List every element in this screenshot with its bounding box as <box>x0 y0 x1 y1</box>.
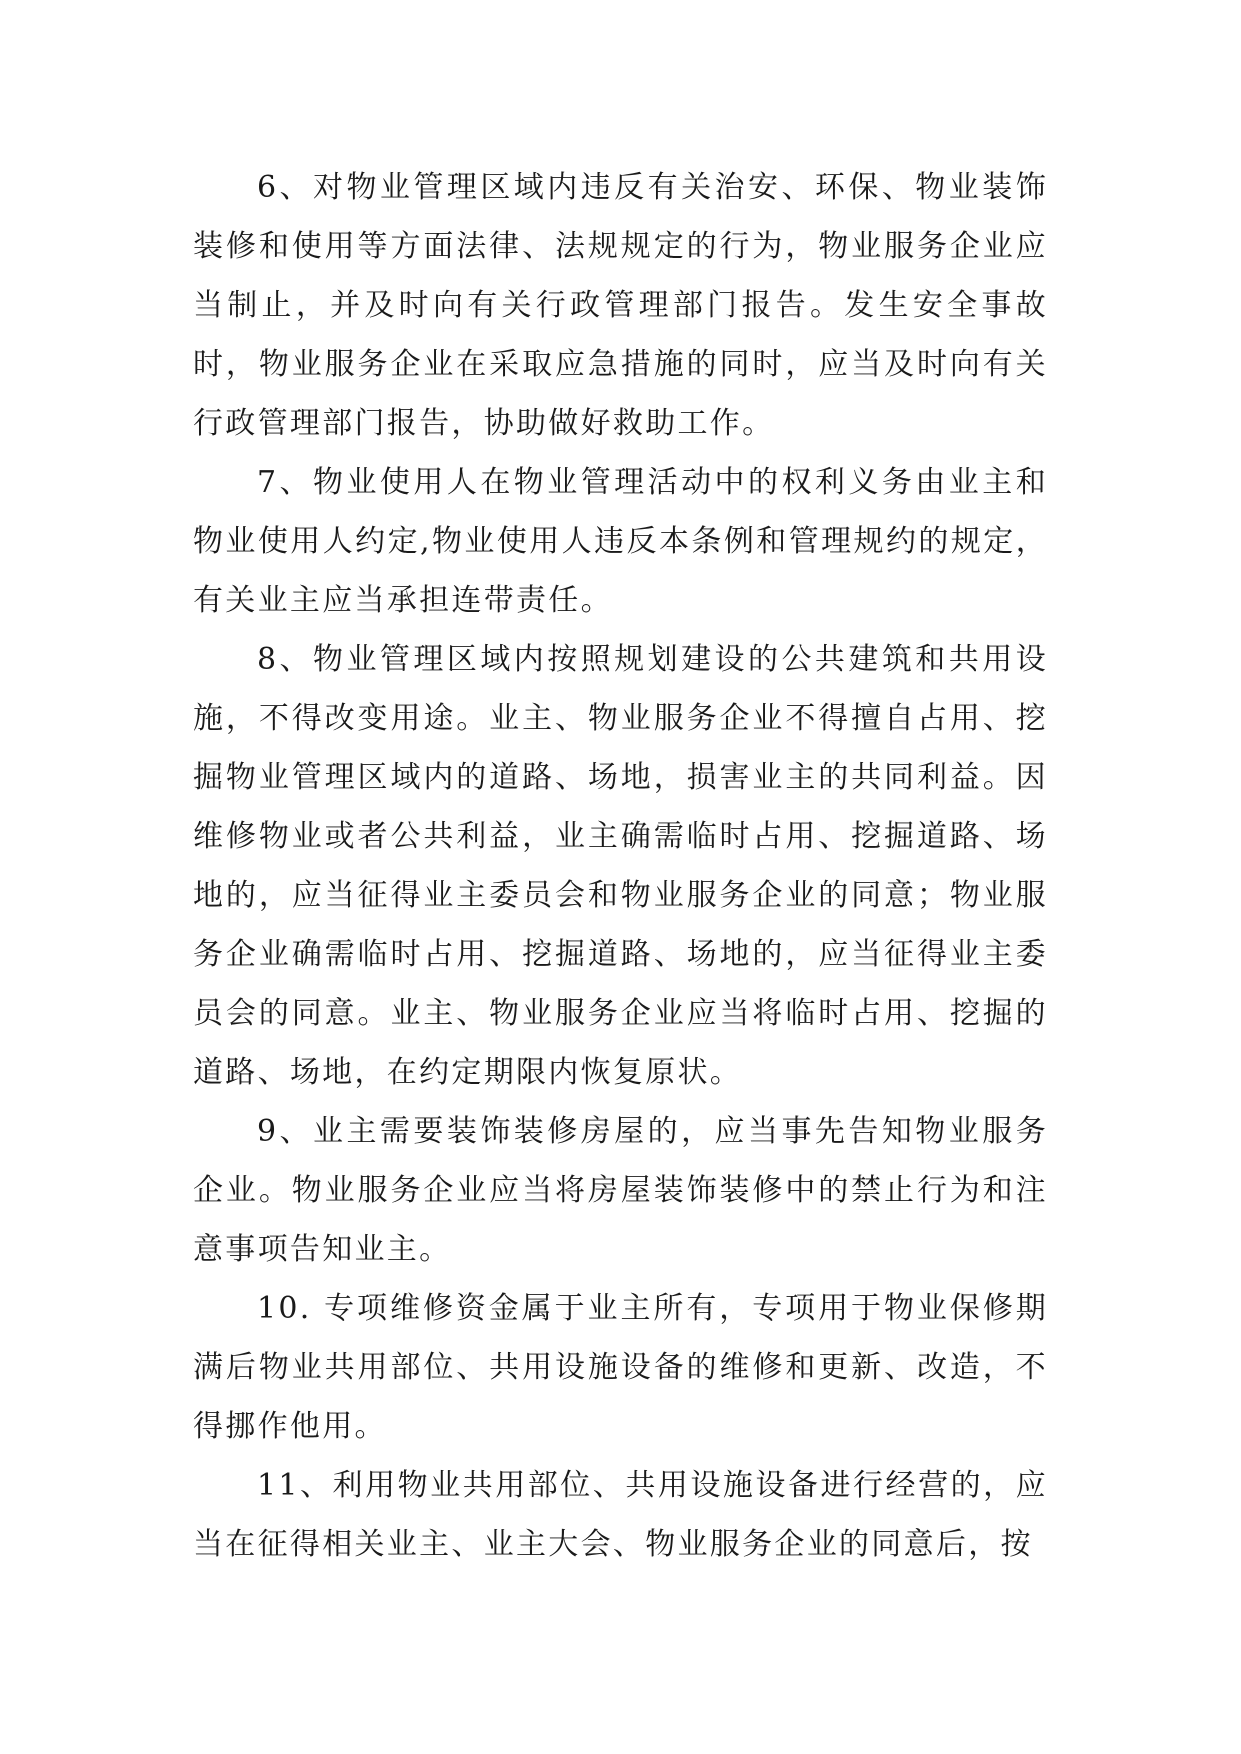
paragraph-item-6: 6、对物业管理区域内违反有关治安、环保、物业装饰装修和使用等方面法律、法规规定的行为，物业服务企业应当制止，并及时向有关行政管理部门报告。发生安全事故时，物业服务企业在采取应急措施的同时，应当及时向有关行政管理部门报告，协助做好救助工作。 <box>193 170 1048 441</box>
paragraph-item-10: 10. 专项维修资金属于业主所有，专项用于物业保修期满后物业共用部位、共用设施设备的维修和更新、改造，不得挪作他用。 <box>193 1291 1048 1444</box>
paragraph-item-9: 9、业主需要装饰装修房屋的，应当事先告知物业服务企业。物业服务企业应当将房屋装饰装修中的禁止行为和注意事项告知业主。 <box>193 1114 1048 1267</box>
paragraph-item-7: 7、物业使用人在物业管理活动中的权利义务由业主和物业使用人约定,物业使用人违反本条例和管理规约的规定，有关业主应当承担连带责任。 <box>193 465 1048 618</box>
paragraph-item-11: 11、利用物业共用部位、共用设施设备进行经营的，应当在征得相关业主、业主大会、物业服务企业的同意后，按 <box>193 1468 1048 1562</box>
paragraph-item-8: 8、物业管理区域内按照规划建设的公共建筑和共用设施，不得改变用途。业主、物业服务企业不得擅自占用、挖掘物业管理区域内的道路、场地，损害业主的共同利益。因维修物业或者公共利益，业主确需临时占用、挖掘道路、场地的，应当征得业主委员会和物业服务企业的同意；物业服务企业确需临时占用、挖掘道路、场地的，应当征得业主委员会的同意。业主、物业服务企业应当将临时占用、挖掘的道路、场地，在约定期限内恢复原状。 <box>193 642 1048 1090</box>
document-body <box>193 158 1048 1574</box>
